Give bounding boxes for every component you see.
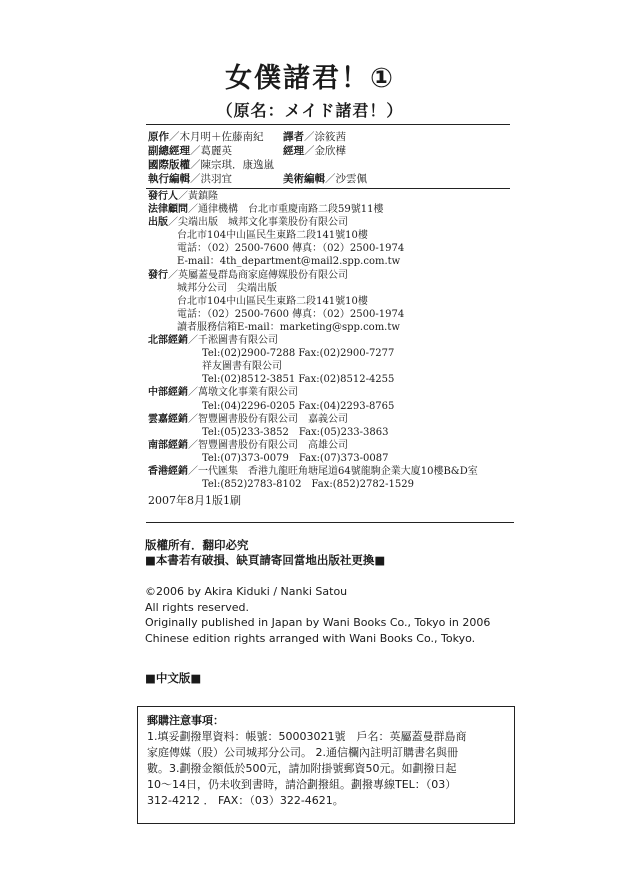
credit-value: ／金欣樺 xyxy=(304,145,346,157)
credit-label: 副總經理 xyxy=(148,145,190,157)
copyright-block xyxy=(145,584,490,646)
top-divider xyxy=(146,124,510,125)
chiayi-dist-tel: Tel:(05)233-3852 Fax:(05)233-3863 xyxy=(202,426,389,438)
edition-divider xyxy=(146,522,514,523)
edition-date: 2007年8月1版1刷 xyxy=(148,494,241,507)
central-dist-tel: Tel:(04)2296-0205 Fax:(04)2293-8765 xyxy=(202,400,395,412)
credit-label: 執行編輯 xyxy=(148,173,190,185)
publisher-info xyxy=(148,190,528,491)
distribution-address: 台北市104中山區民生東路二段141號10樓 xyxy=(177,295,368,307)
chinese-edition-label: ■中文版■ xyxy=(145,671,202,685)
notice-line: 10～14日，仍未收到書時，請洽劃撥組。劃撥專線TEL：（03） xyxy=(147,778,457,791)
rights-notice xyxy=(145,538,385,568)
credit-translator xyxy=(283,130,346,144)
notice-line: 數。3.劃撥金額低於500元，請加附掛號郵資50元。如劃撥日起 xyxy=(147,762,457,775)
north-dist-tel-2: Tel:(02)8512-3851 Fax:(02)8512-4255 xyxy=(202,374,395,386)
credit-value: ／木月明＋佐藤南紀 xyxy=(169,131,264,143)
central-dist-company: ／萬墩文化事業有限公司 xyxy=(188,387,298,399)
publishing-email: E-mail：4th_department@mail2.spp.com.tw xyxy=(177,256,401,268)
hk-dist-line xyxy=(148,465,528,478)
book-title: 女僕諸君！① xyxy=(225,63,395,94)
north-dist-tel: Tel:(02)2900-7288 Fax:(02)2900-7277 xyxy=(202,348,395,360)
legal-value: ／通律機構 台北市重慶南路二段59號11樓 xyxy=(188,204,384,216)
notice-line: 1.填妥劃撥單資料：帳號：50003021號 戶名：英屬蓋曼群島商 xyxy=(147,730,467,743)
credit-label: 經理 xyxy=(283,145,304,157)
credits-divider xyxy=(146,188,510,189)
notice-line: 312-4212 ． FAX：（03）322-4621。 xyxy=(147,794,344,807)
hk-dist-company: ／一代匯集 香港九龍旺角塘尾道64號龍駒企業大廈10樓B&D室 xyxy=(188,465,478,477)
copyright-line: All rights reserved. xyxy=(145,600,250,614)
north-dist-line xyxy=(148,334,528,347)
damage-return-notice: ■本書若有破損、缺頁請寄回當地出版社更換■ xyxy=(145,553,386,567)
credit-value: ／沙雲佩 xyxy=(325,173,367,185)
distribution-line xyxy=(148,269,528,282)
central-dist-label: 中部經銷 xyxy=(148,387,188,399)
credit-value: ／涂筱茜 xyxy=(304,131,346,143)
chiayi-dist-line xyxy=(148,413,528,426)
notice-heading: 郵購注意事項： xyxy=(147,714,224,727)
credit-deputy-gm xyxy=(148,144,232,158)
credit-value: ／葛麗英 xyxy=(190,145,232,157)
publishing-line xyxy=(148,216,528,229)
copyright-line: Originally published in Japan by Wani Books Co., Tokyo in 2006 xyxy=(145,616,491,629)
south-dist-label: 南部經銷 xyxy=(148,439,188,451)
south-dist-tel: Tel:(07)373-0079 Fax:(07)373-0087 xyxy=(202,452,389,464)
distribution-company: ／英屬蓋曼群島商家庭傳媒股份有限公司 xyxy=(168,269,348,281)
copyright-line: Chinese edition rights arranged with Wani Books Co., Tokyo. xyxy=(145,631,476,645)
publishing-address: 台北市104中山區民生東路二段141號10樓 xyxy=(177,230,368,242)
hk-dist-label: 香港經銷 xyxy=(148,465,188,477)
distribution-label: 發行 xyxy=(148,269,168,281)
south-dist-company: ／智豐圖書股份有限公司 高雄公司 xyxy=(188,439,348,451)
credit-manager xyxy=(283,144,346,158)
chiayi-dist-company: ／智豐圖書股份有限公司 嘉義公司 xyxy=(188,413,348,425)
credit-label: 譯者 xyxy=(283,131,304,143)
issuer-label: 發行人 xyxy=(148,191,178,202)
central-dist-line xyxy=(148,386,528,399)
rights-reserved: 版權所有．翻印必究 xyxy=(145,538,249,552)
publishing-phone: 電話：（02）2500-7600 傳真：（02）2500-1974 xyxy=(177,243,405,255)
legal-line xyxy=(148,203,528,216)
notice-line: 家庭傳媒（股）公司城邦分公司。 2.通信欄內註明訂購書名與冊 xyxy=(147,746,458,759)
credit-label: 原作 xyxy=(148,131,169,143)
publishing-label: 出版 xyxy=(148,217,168,229)
credit-value: ／洪羽宜 xyxy=(190,173,232,185)
distribution-phone: 電話：（02）2500-7600 傳真：（02）2500-1974 xyxy=(177,308,405,320)
credit-label: 國際版權 xyxy=(148,159,190,171)
chiayi-dist-label: 雲嘉經銷 xyxy=(148,413,188,425)
credit-exec-editor xyxy=(148,172,232,186)
credit-author xyxy=(148,130,264,144)
credit-label: 美術編輯 xyxy=(283,173,325,185)
north-dist-company: ／千淞圖書有限公司 xyxy=(188,335,278,347)
south-dist-line xyxy=(148,439,528,452)
publishing-company: ／尖端出版 城邦文化事業股份有限公司 xyxy=(168,217,348,229)
distribution-branch: 城邦分公司 尖端出版 xyxy=(177,282,277,294)
legal-label: 法律顧問 xyxy=(148,204,188,216)
credit-value: ／陳宗琪．康逸嵐 xyxy=(190,159,274,171)
distribution-email: 讀者服務信箱E-mail：marketing@spp.com.tw xyxy=(177,321,400,333)
credit-art-editor xyxy=(283,172,367,186)
north-dist-label: 北部經銷 xyxy=(148,335,188,347)
mail-order-notice-box xyxy=(137,706,515,824)
issuer-line xyxy=(148,190,528,203)
copyright-line: ©2006 by Akira Kiduki / Nanki Satou xyxy=(145,585,348,598)
credit-intl-rights xyxy=(148,158,274,172)
original-title: （原名：メイド諸君！） xyxy=(216,101,404,120)
north-dist-company-2: 祥友圖書有限公司 xyxy=(202,361,282,373)
hk-dist-tel: Tel:(852)2783-8102 Fax:(852)2782-1529 xyxy=(202,479,414,491)
issuer-value: ／黃鎮隆 xyxy=(178,191,218,202)
